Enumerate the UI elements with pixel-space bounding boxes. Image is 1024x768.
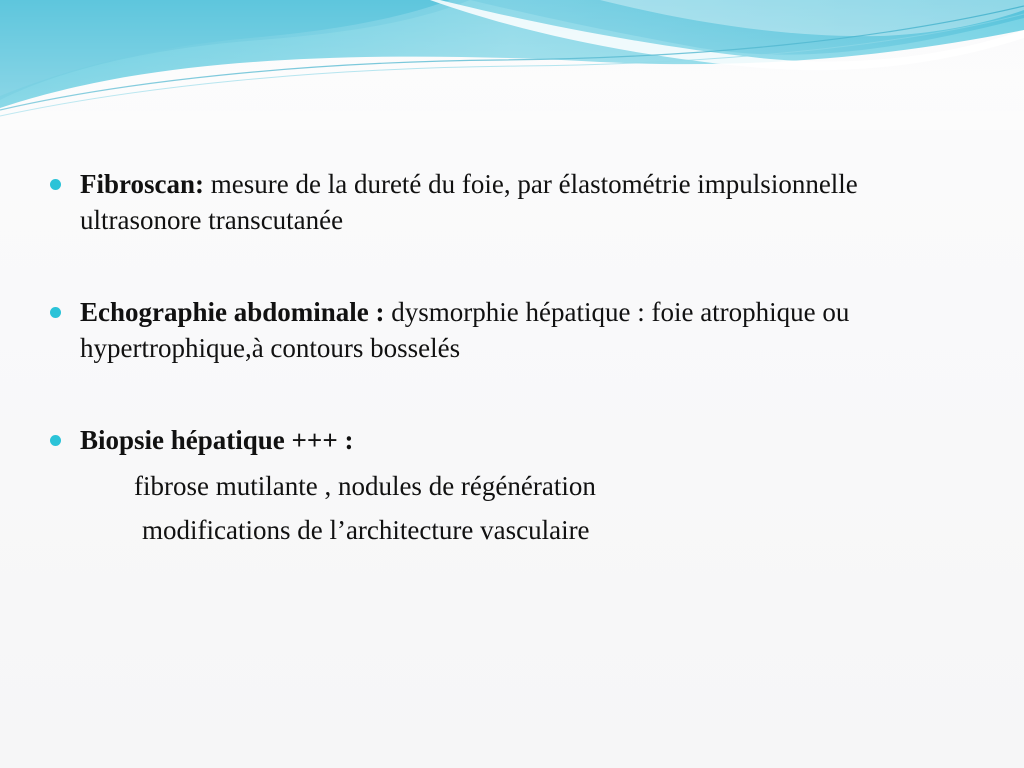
bullet-term: Fibroscan: bbox=[80, 169, 205, 199]
bullet-term: Echographie abdominale : bbox=[80, 297, 385, 327]
header-wave-decoration bbox=[0, 0, 1024, 130]
bullet-list bbox=[50, 166, 950, 552]
bullet-text: dysmorphie hépatique : foie atrophique ou hypertrophique,à contours bosselés bbox=[80, 297, 850, 363]
bullet-term: Biopsie hépatique +++ : bbox=[80, 425, 354, 455]
bullet-dot-icon bbox=[50, 179, 61, 190]
bullet-fibroscan bbox=[50, 166, 950, 238]
bullet-dot-icon bbox=[50, 435, 61, 446]
sub-line-architecture: modifications de l’architecture vasculaire bbox=[142, 515, 590, 545]
sub-line-fibrose: fibrose mutilante , nodules de régénération bbox=[134, 471, 596, 501]
bullet-echographie bbox=[50, 294, 950, 366]
bullet-dot-icon bbox=[50, 307, 61, 318]
bullet-text: mesure de la dureté du foie, par élastométrie impulsionnelle ultrasonore transcutanée bbox=[80, 169, 858, 235]
bullet-biopsie bbox=[50, 422, 950, 552]
